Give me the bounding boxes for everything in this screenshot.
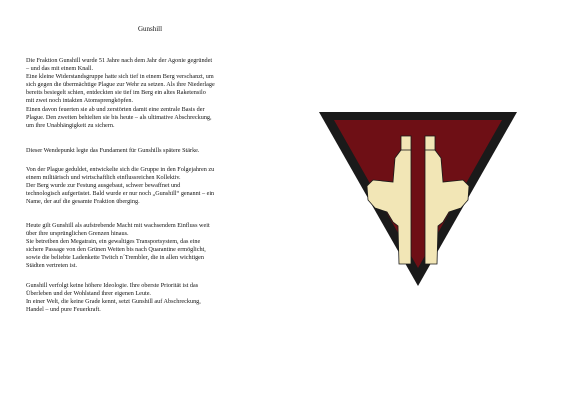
text-line: sich gegen die übermächtige Plague zur Wehr zu setzen. Als ihre Niederlage [26,81,215,89]
paragraph-turning-point [26,147,276,155]
text-line: Überleben und der Wohlstand ihrer eigenen Leute. [26,290,151,298]
paragraph-ideology [26,282,276,314]
text-line: Von der Plague geduldet, entwickelte sich die Gruppe in den Folgejahren zu [26,166,215,173]
text-line: Gunshill verfolgt keine höhere Ideologie. Ihre oberste Priorität ist das [26,282,199,289]
emblem-inner-triangle [334,120,502,268]
text-line: Eine kleine Widerstandsgruppe hatte sich tief in einem Berg verschanzt, um [26,73,214,81]
paragraph-today [26,222,276,271]
text-line: einem militärisch und wirtschaftlich einflussreichen Kollektiv. [26,174,181,182]
text-line: In einer Welt, die keine Grade kennt, setzt Gunshill auf Abschreckung, [26,298,201,306]
crossed-pistols-emblem-icon [319,112,517,286]
text-line: Städten vertreten ist. [26,262,78,270]
text-line: Handel – und pure Feuerkraft. [26,306,101,314]
text-line: sowie die beliebte Ladenkette Twitch n´Trembler, die in allen wichtigen [26,254,205,262]
text-line: Heute gilt Gunshill als aufstrebende Macht mit wachsendem Einfluss weit [26,222,210,229]
text-line: bereits besiegelt schien, entdeckten sie tief im Berg ein altes Raketensilo [26,89,206,97]
text-line: um ihre Unabhängigkeit zu sichern. [26,121,115,129]
page-title: Gunshill [137,25,163,33]
text-line: mit zwei noch intakten Atomsprengköpfen. [26,97,134,105]
text-line: – und das mit einem Knall. [26,65,94,73]
text-line: Dieser Wendepunkt legte das Fundament für Gunshills spätere Stärke. [26,147,200,154]
text-line: technologisch aufgerüstet. Bald wurde er nur noch „Gunshill“ genannt – ein [26,190,215,198]
paragraph-development [26,166,276,206]
text-line: über ihre ursprünglichen Grenzen hinaus. [26,230,129,238]
text-line: Name, der auf die gesamte Fraktion überging. [26,198,140,206]
text-line: Die Fraktion Gunshill wurde 51 Jahre nach dem Jahr der Agonie gegründet [26,57,213,64]
paragraph-founding [26,57,276,130]
text-line: Der Berg wurde zur Festung ausgebaut, schwer bewaffnet und [26,182,181,190]
text-line: sichere Passage von den Grünen Weiten bis nach Quarantine ermöglicht, [26,246,206,254]
text-line: Einen davon feuerten sie ab und zerstörten damit eine zentrale Basis der [26,105,205,113]
text-line: Plague. Den zweiten behielten sie bis heute – als ultimative Abschreckung, [26,113,212,121]
text-line: Sie betreiben den Megatrain, ein gewaltiges Transportsystem, das eine [26,238,201,246]
